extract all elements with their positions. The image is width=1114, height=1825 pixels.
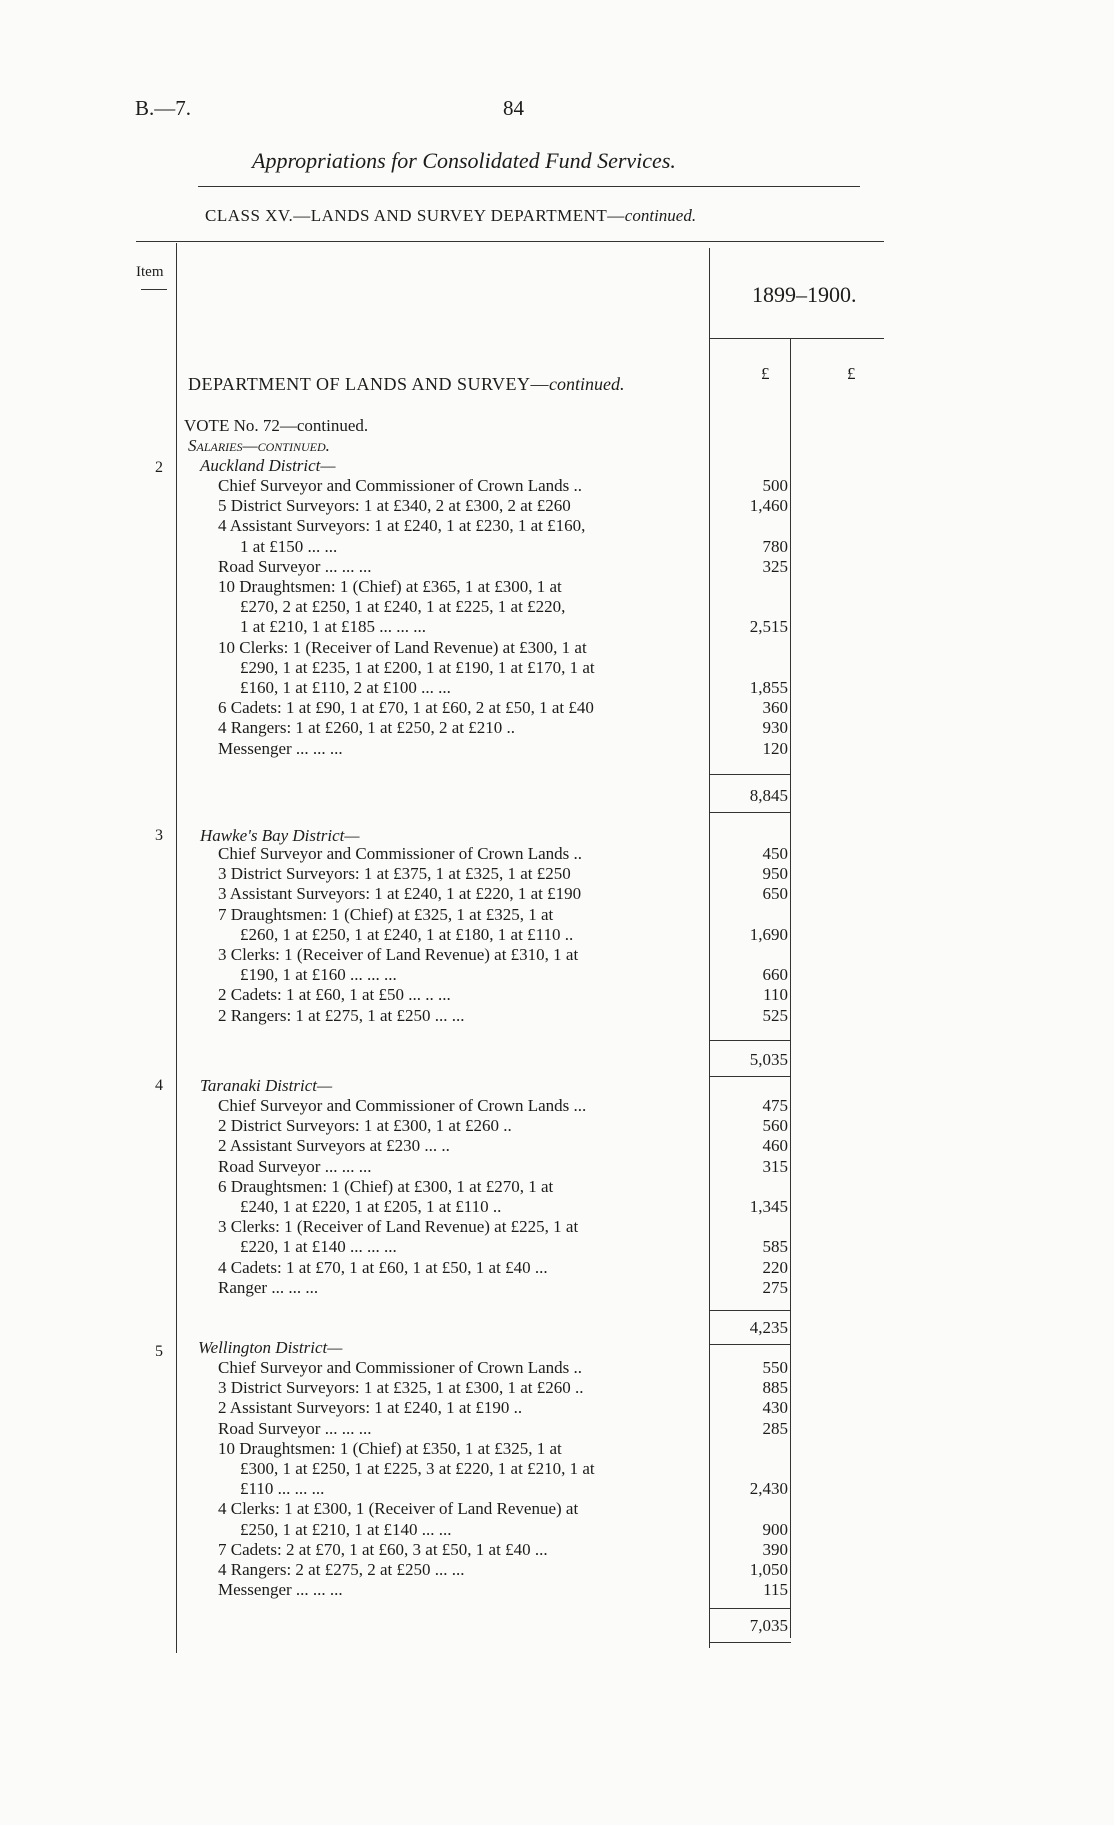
line-item-amount: 460 <box>762 1136 788 1156</box>
section-total: 5,035 <box>749 1050 788 1069</box>
line-item-amount: 1,050 <box>749 1560 788 1579</box>
table-top-rule <box>136 241 884 242</box>
line-item-amount: 115 <box>763 1580 788 1600</box>
line-item-amount: 315 <box>762 1156 788 1176</box>
year-heading: 1899–1900. <box>752 282 857 307</box>
item-number: 5 <box>155 1343 163 1360</box>
line-item-description: 6 Cadets: 1 at £90, 1 at £70, 1 at £60, 2 at £50, 1 at £40 <box>218 698 594 718</box>
total-column-divider <box>790 338 791 1638</box>
line-item-description: £160, 1 at £110, 2 at £100 ... ... <box>240 678 451 697</box>
line-item-description: 10 Draughtsmen: 1 (Chief) at £350, 1 at £325, 1 at <box>218 1438 562 1458</box>
class-heading-continued: continued. <box>624 206 697 225</box>
line-item-amount: 475 <box>762 1096 788 1115</box>
page-number: 84 <box>503 96 524 120</box>
line-item-description: Messenger ... ... ... <box>218 738 343 758</box>
line-item-description: 4 Rangers: 1 at £260, 1 at £250, 2 at £210 .. <box>218 718 515 738</box>
line-item-description: £260, 1 at £250, 1 at £240, 1 at £180, 1 at £110 .. <box>240 924 574 944</box>
subtotal-rule <box>709 1344 791 1345</box>
line-item-description: £250, 1 at £210, 1 at £140 ... ... <box>240 1519 452 1539</box>
line-item-description: 10 Draughtsmen: 1 (Chief) at £365, 1 at £300, 1 at <box>218 577 562 596</box>
line-item-description: £290, 1 at £235, 1 at £200, 1 at £190, 1 at £170, 1 at <box>240 657 595 677</box>
item-number: 4 <box>155 1077 163 1094</box>
line-item-amount: 1,345 <box>749 1197 788 1216</box>
line-item-amount: 450 <box>762 844 788 863</box>
vote-heading: VOTE No. 72—continued. <box>184 416 369 435</box>
line-item-amount: 120 <box>762 738 788 758</box>
section-total: 8,845 <box>749 786 788 805</box>
class-heading <box>205 206 696 226</box>
line-item-amount: 525 <box>762 1005 788 1025</box>
line-item-amount: 285 <box>762 1418 788 1438</box>
line-item-amount: 885 <box>762 1378 788 1398</box>
item-column-label: Item <box>136 264 164 280</box>
line-item-description: 7 Cadets: 2 at £70, 1 at £60, 3 at £50, 1 at £40 ... <box>218 1539 548 1559</box>
line-item-description: £240, 1 at £220, 1 at £205, 1 at £110 .. <box>240 1197 502 1216</box>
line-item-description: Chief Surveyor and Commissioner of Crown Lands .. <box>218 1358 583 1377</box>
section-total: 4,235 <box>749 1318 788 1337</box>
line-item-description: Chief Surveyor and Commissioner of Crown Lands .. <box>218 476 583 495</box>
line-item-description: 2 District Surveyors: 1 at £300, 1 at £260 .. <box>218 1116 512 1136</box>
subtotal-rule <box>709 1076 791 1077</box>
line-item-amount: 1,690 <box>749 924 788 944</box>
subtotal-rule <box>709 774 791 775</box>
line-item-description: 3 Assistant Surveyors: 1 at £240, 1 at £220, 1 at £190 <box>218 884 582 904</box>
department-heading-continued: continued. <box>549 374 625 394</box>
subtotal-rule <box>709 1608 791 1609</box>
subtotal-rule <box>709 812 791 813</box>
line-item-description: Ranger ... ... ... <box>218 1277 319 1297</box>
department-heading-main: DEPARTMENT OF LANDS AND SURVEY— <box>188 374 550 394</box>
line-item-description: 4 Cadets: 1 at £70, 1 at £60, 1 at £50, 1 at £40 ... <box>218 1257 548 1277</box>
subtotal-rule <box>709 1040 791 1041</box>
line-item-description: Road Surveyor ... ... ... <box>218 1156 372 1176</box>
currency-sign-totals: £ <box>847 364 856 383</box>
line-item-amount: 950 <box>762 864 788 884</box>
line-item-amount: 780 <box>762 536 788 556</box>
amount-column-divider <box>709 248 710 1648</box>
line-item-description: 2 Assistant Surveyors: 1 at £240, 1 at £190 .. <box>218 1398 523 1418</box>
line-item-description: 2 Assistant Surveyors at £230 ... .. <box>218 1136 450 1156</box>
subtotal-rule <box>709 1310 791 1311</box>
district-title: Auckland District— <box>200 456 336 475</box>
item-column-divider <box>176 243 177 1653</box>
line-item-description: 3 District Surveyors: 1 at £375, 1 at £325, 1 at £250 <box>218 864 571 884</box>
line-item-description: 1 at £150 ... ... <box>240 536 338 556</box>
title-rule <box>198 186 860 187</box>
currency-sign-items: £ <box>761 364 770 383</box>
line-item-description: £300, 1 at £250, 1 at £225, 3 at £220, 1 at £210, 1 at <box>240 1459 595 1478</box>
line-item-description: 1 at £210, 1 at £185 ... ... ... <box>240 617 427 637</box>
line-item-amount: 1,855 <box>749 678 788 697</box>
line-item-description: 5 District Surveyors: 1 at £340, 2 at £300, 2 at £260 <box>218 496 571 516</box>
line-item-description: Chief Surveyor and Commissioner of Crown Lands ... <box>218 1096 587 1115</box>
line-item-amount: 325 <box>762 556 788 576</box>
line-item-amount: 660 <box>762 965 788 985</box>
item-label-dash <box>141 289 167 290</box>
line-item-amount: 2,515 <box>749 617 788 637</box>
line-item-amount: 500 <box>762 476 788 495</box>
section-total: 7,035 <box>749 1616 788 1635</box>
line-item-description: 6 Draughtsmen: 1 (Chief) at £300, 1 at £270, 1 at <box>218 1176 554 1196</box>
line-item-description: 2 Rangers: 1 at £275, 1 at £250 ... ... <box>218 1005 465 1025</box>
subtotal-rule <box>709 1642 791 1643</box>
line-item-amount: 650 <box>762 884 788 904</box>
line-item-amount: 900 <box>762 1519 788 1539</box>
line-item-amount: 275 <box>762 1277 788 1297</box>
line-item-description: £110 ... ... ... <box>240 1479 325 1499</box>
line-item-amount: 1,460 <box>749 496 788 516</box>
line-item-description: 10 Clerks: 1 (Receiver of Land Revenue) at £300, 1 at <box>218 637 587 657</box>
line-item-description: Road Surveyor ... ... ... <box>218 1418 372 1438</box>
line-item-amount: 110 <box>763 985 788 1005</box>
item-number: 3 <box>155 827 163 844</box>
line-item-description: 4 Rangers: 2 at £275, 2 at £250 ... ... <box>218 1560 465 1579</box>
line-item-amount: 930 <box>762 718 788 738</box>
line-item-amount: 360 <box>762 698 788 718</box>
line-item-description: 3 Clerks: 1 (Receiver of Land Revenue) at £310, 1 at <box>218 945 579 964</box>
line-item-description: Road Surveyor ... ... ... <box>218 556 372 576</box>
line-item-amount: 390 <box>762 1539 788 1559</box>
line-item-description: Messenger ... ... ... <box>218 1580 343 1600</box>
document-code: B.—7. <box>135 96 192 120</box>
page-title: Appropriations for Consolidated Fund Services. <box>252 148 676 173</box>
district-title: Wellington District— <box>198 1338 343 1357</box>
line-item-description: £270, 2 at £250, 1 at £240, 1 at £225, 1 at £220, <box>240 597 566 617</box>
line-item-description: £190, 1 at £160 ... ... ... <box>240 965 397 985</box>
line-item-description: 3 Clerks: 1 (Receiver of Land Revenue) at £225, 1 at <box>218 1217 579 1237</box>
district-title: Hawke's Bay District— <box>200 826 360 845</box>
class-heading-main: CLASS XV.—LANDS AND SURVEY DEPARTMENT— <box>205 206 625 225</box>
line-item-description: 2 Cadets: 1 at £60, 1 at £50 ... .. ... <box>218 985 451 1005</box>
line-item-amount: 2,430 <box>749 1479 788 1499</box>
line-item-description: 3 District Surveyors: 1 at £325, 1 at £300, 1 at £260 .. <box>218 1378 584 1398</box>
line-item-amount: 430 <box>762 1398 788 1418</box>
line-item-description: 4 Assistant Surveyors: 1 at £240, 1 at £230, 1 at £160, <box>218 516 586 536</box>
line-item-description: Chief Surveyor and Commissioner of Crown Lands .. <box>218 844 583 863</box>
line-item-amount: 560 <box>762 1116 788 1136</box>
line-item-amount: 550 <box>762 1358 788 1377</box>
line-item-description: £220, 1 at £140 ... ... ... <box>240 1237 397 1257</box>
year-heading-rule <box>709 338 884 339</box>
line-item-amount: 220 <box>762 1257 788 1277</box>
salaries-heading: Salaries—continued. <box>188 436 330 455</box>
line-item-description: 7 Draughtsmen: 1 (Chief) at £325, 1 at £325, 1 at <box>218 904 554 924</box>
item-number: 2 <box>155 459 163 476</box>
district-title: Taranaki District— <box>200 1076 333 1095</box>
department-heading <box>188 374 625 395</box>
line-item-amount: 585 <box>762 1237 788 1257</box>
line-item-description: 4 Clerks: 1 at £300, 1 (Receiver of Land Revenue) at <box>218 1499 579 1519</box>
